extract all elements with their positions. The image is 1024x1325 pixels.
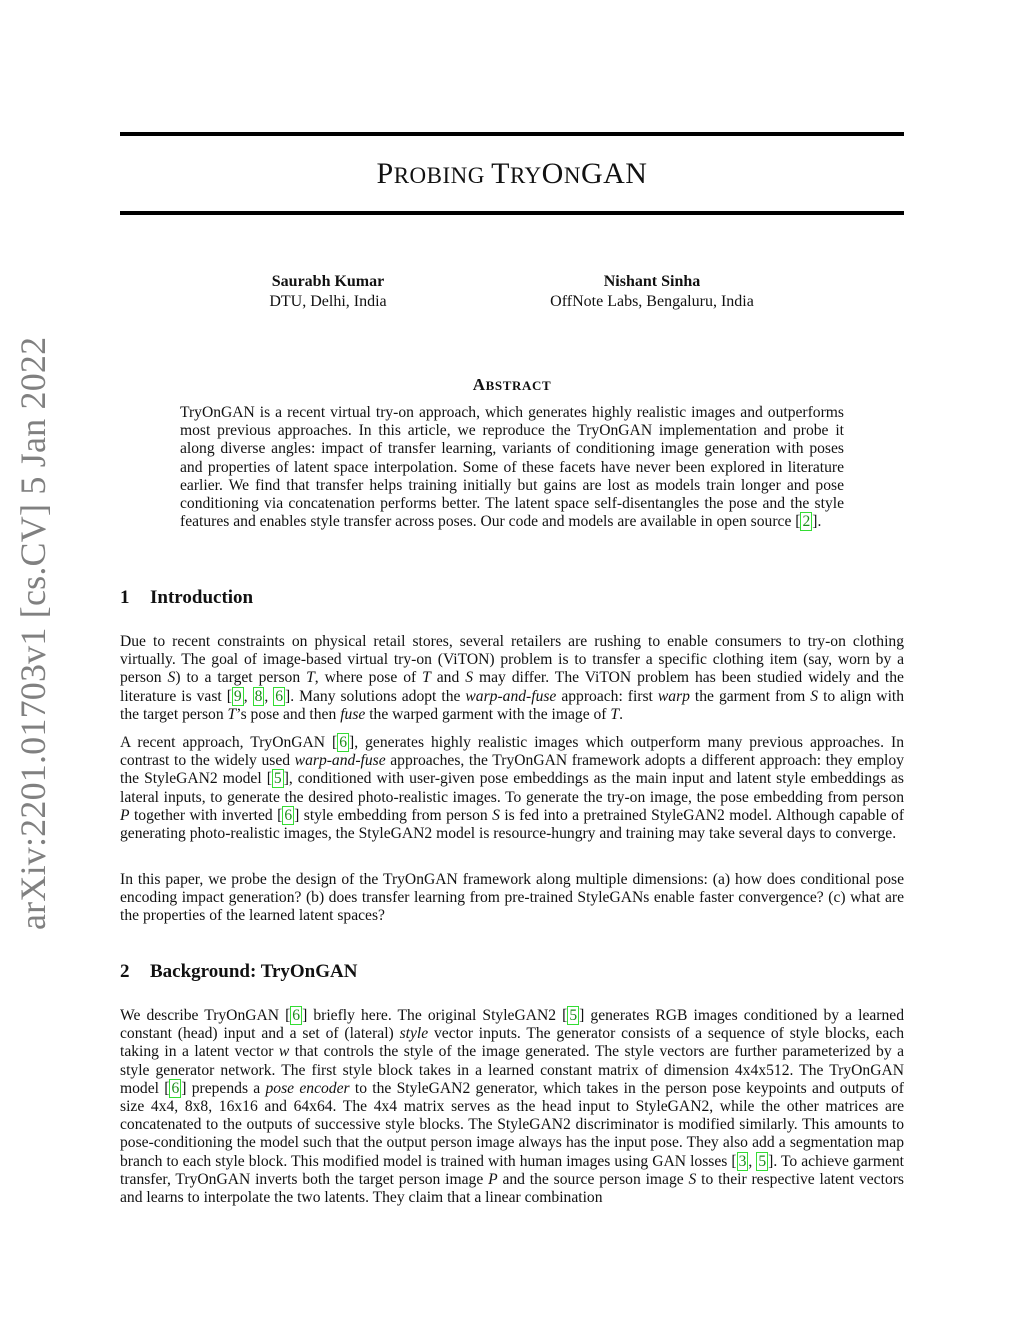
italic-text: T (227, 705, 237, 723)
text-run: and (430, 669, 466, 687)
text-run: , (264, 687, 274, 705)
italic-text: S (465, 669, 474, 687)
title-bottom-rule (120, 211, 904, 215)
title-segment: RY (509, 163, 542, 188)
author-name: Saurabh Kumar (271, 273, 385, 290)
text-run: In this paper, we probe the design of the TryOnGAN framework along multiple dimensions: (a) how does conditional pose encoding impact generation? (b) does transfer learning from pre-trained StyleGANs enable faster convergence? (c) what are the properties of the learned latent spaces? (120, 871, 904, 925)
author-block (218, 272, 438, 312)
text-run: approach: first (556, 687, 658, 705)
arxiv-identifier: arXiv:2201.01703v1 [cs.CV] 5 Jan 2022 (13, 336, 53, 930)
italic-text: P (120, 806, 130, 824)
italic-text: warp-and-fuse (465, 687, 557, 705)
citation-link[interactable]: 3 (738, 1152, 747, 1170)
section-title: Introduction (150, 587, 254, 608)
text-run: TryOnGAN is a recent virtual try-on approach, which generates highly realistic images and outperforms most previous approaches. In this article, we reproduce the TryOnGAN implementation and probe it along diverse angles: impact of transfer learning, variants of conditioning image generation with poses and properties of latent space interpolation. Some of these facets have never been explored in literature earlier. We find that transfer helps training initially but gains are lost as models train longer and pose conditioning via concatenation performs better. The latent space self-disentangles the pose and the style features and enables style transfer across poses. Our code and models are available in open source [ (180, 404, 844, 531)
text-run: ]. (812, 513, 822, 531)
text-run: that controls the style of the image generated. The style vectors are further parameterized by a style generator network. The first style block takes in a learned constant matrix of dimension 4x4x512. The TryOnGAN model [ (120, 1043, 905, 1097)
italic-text: w (278, 1043, 290, 1061)
title-segment: O (541, 157, 564, 190)
abstract-heading (120, 375, 904, 395)
abstract-text (180, 404, 844, 531)
text-run: We describe TryOnGAN [ (120, 1007, 291, 1024)
text-run: ]. To achieve garment transfer, TryOnGAN inverts both the target person image (120, 1152, 904, 1188)
italic-text: warp-and-fuse (294, 752, 386, 770)
paragraph (120, 1007, 904, 1207)
citation-link[interactable]: 8 (254, 687, 263, 705)
text-run: ’s pose and then (236, 705, 341, 723)
text-run: the warped garment with the image of (365, 705, 611, 723)
text-run: Due to recent constraints on physical retail stores, several retailers are rushing to enable consumers to try-on clothing virtually. The goal of image-based virtual try-on (ViTON) problem is to transfer a specific clothing item (say, worn by a person (120, 633, 904, 687)
citation-link[interactable]: 9 (233, 687, 242, 705)
citation-link[interactable]: 6 (284, 806, 293, 824)
author-affiliation: OffNote Labs, Bengaluru, India (550, 293, 754, 310)
section-number: 1 (120, 587, 130, 608)
text-run: , where pose of (314, 669, 423, 687)
italic-text: T (306, 669, 315, 687)
italic-text: pose encoder (265, 1079, 350, 1097)
abstract-heading-initial: A (472, 375, 486, 394)
italic-text: S (688, 1170, 697, 1188)
citation-link[interactable]: 5 (569, 1007, 578, 1024)
italic-text: S (810, 687, 819, 705)
abstract-heading-rest: BSTRACT (485, 378, 552, 393)
italic-text: S (167, 669, 176, 687)
title-segment: GAN (580, 157, 648, 190)
section-heading (120, 587, 253, 609)
text-run: , (243, 687, 253, 705)
text-run: the garment from (689, 687, 811, 705)
text-run: , (748, 1152, 757, 1170)
author-block (530, 272, 774, 312)
text-run: ] generates RGB images conditioned by a learned constant (head) input and a set of (lateral) (120, 1007, 904, 1043)
paragraph (120, 633, 904, 724)
text-run: may differ. The ViTON problem has been studied widely and the literature is vast [ (120, 669, 904, 705)
text-run: to align with the target person (120, 687, 905, 723)
text-run: vector inputs. The generator consists of a sequence of style blocks, each taking in a latent vector (120, 1025, 904, 1061)
italic-text: T (422, 669, 431, 687)
title-segment: T (491, 157, 510, 190)
italic-text: style (399, 1025, 429, 1043)
citation-link[interactable]: 5 (273, 770, 282, 788)
text-run: A recent approach, TryOnGAN [ (120, 734, 338, 751)
text-run: and the source person image (497, 1170, 689, 1188)
italic-text: S (492, 806, 500, 824)
text-run: ]. Many solutions adopt the (285, 687, 466, 705)
paper-title (120, 157, 904, 191)
title-top-rule (120, 132, 904, 136)
section-title: Background: TryOnGAN (150, 961, 358, 982)
text-run: ) to a target person (175, 669, 307, 687)
italic-text: fuse (340, 705, 366, 723)
citation-link[interactable]: 5 (758, 1152, 767, 1170)
text-run: . (619, 705, 623, 723)
author-name: Nishant Sinha (603, 273, 701, 290)
title-segment: P (376, 157, 394, 190)
section-number: 2 (120, 961, 130, 982)
citation-link[interactable]: 6 (171, 1079, 180, 1097)
citation-link[interactable]: 2 (802, 513, 811, 531)
section-heading (120, 961, 357, 983)
citation-link[interactable]: 6 (339, 734, 348, 751)
text-run: ], generates highly realistic images which outperform many previous approaches. In contrast to the widely used (120, 734, 905, 770)
author-affiliation: DTU, Delhi, India (269, 293, 387, 310)
citation-link[interactable]: 6 (292, 1007, 301, 1024)
text-run: together with inverted [ (129, 806, 283, 824)
text-run: approaches, the TryOnGAN framework adopts a different approach: they employ the StyleGAN2 model [ (120, 752, 904, 788)
text-run: to their respective latent vectors and learns to interpolate the two latents. They claim that a linear combination (120, 1170, 904, 1207)
title-segment: N (563, 163, 581, 188)
citation-link[interactable]: 6 (275, 687, 284, 705)
paragraph (120, 871, 904, 926)
paragraph (120, 734, 904, 843)
text-run: ], conditioned with user-given pose embeddings as the main input and latent style embeddings as lateral inputs, to generate the desired photo-realistic images. To generate the try-on image, the pose embedding from person (120, 770, 904, 806)
text-run: is fed into a pretrained StyleGAN2 model. Although capable of generating photo-realistic images, the StyleGAN2 model is resource-hungry and training may take several days to converge. (120, 806, 905, 843)
text-run: ] style embedding from person (294, 806, 493, 824)
text-run: ] briefly here. The original StyleGAN2 [ (302, 1007, 568, 1024)
text-run: to the StyleGAN2 generator, which takes in the person pose keypoints and outputs of size 4x4, 8x8, 16x16 and 64x64. The 4x4 matrix serves as the head input to StyleGAN2, while the other matrices are concatenated to the outputs of successive style blocks. The StyleGAN2 discriminator is modified similarly. This amounts to pose-conditioning the model such that the output person image always has the input pose. They also add a segmentation map branch to each style block. This modified model is trained with human images using GAN losses [ (120, 1079, 904, 1170)
title-segment: ROBING (393, 163, 492, 188)
text-run: ] prepends a (181, 1079, 266, 1097)
italic-text: T (610, 705, 620, 723)
italic-text: warp (657, 687, 690, 705)
italic-text: P (488, 1170, 498, 1188)
